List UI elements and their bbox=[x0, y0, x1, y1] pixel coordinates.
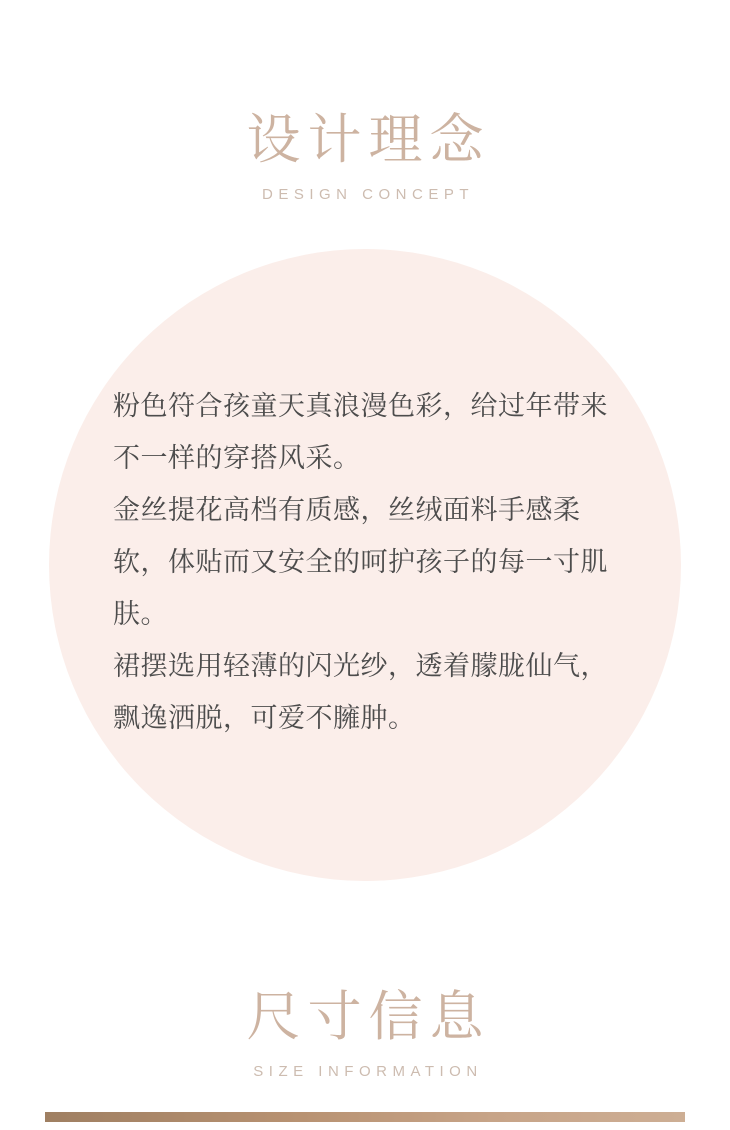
design-concept-heading-block bbox=[0, 108, 730, 204]
bottom-divider-bar bbox=[45, 1112, 685, 1122]
design-concept-title-cn: 设计理念 bbox=[246, 110, 491, 170]
concept-paragraph-3: 裙摆选用轻薄的闪光纱，透着朦胧仙气，飘逸洒脱，可爱不臃肿。 bbox=[113, 651, 608, 733]
size-information-title-en: SIZE INFORMATION bbox=[253, 1063, 483, 1080]
design-concept-body bbox=[113, 380, 623, 744]
design-concept-title-en: DESIGN CONCEPT bbox=[261, 186, 474, 203]
concept-paragraph-1: 粉色符合孩童天真浪漫色彩，给过年带来不一样的穿搭风采。 bbox=[113, 391, 608, 473]
concept-paragraph-2: 金丝提花高档有质感，丝绒面料手感柔软，体贴而又安全的呵护孩子的每一寸肌肤。 bbox=[113, 495, 608, 629]
size-information-heading-block bbox=[0, 985, 730, 1081]
size-information-title-cn: 尺寸信息 bbox=[246, 987, 491, 1047]
